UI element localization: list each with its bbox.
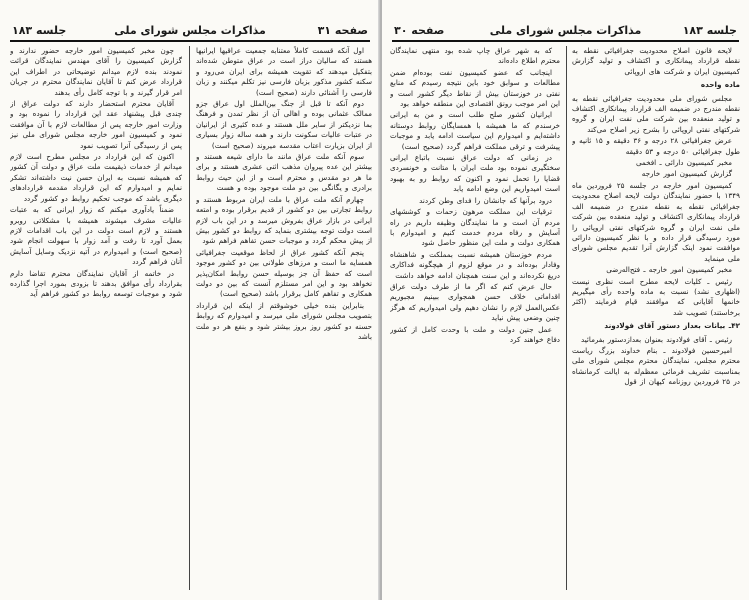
session-number: جلسه ١٨٣ (12, 24, 67, 37)
paragraph: اینجانب که عضو کمیسیون نفت بوده‌ام ضمن مطالعات و سوابق خود باین نتیجه رسیدم که منابع نفتی در خوزستان بیش از نقاط دیگر کشور است و این امر موجب رونق اقتصادی این منطقه خواهد بود (390, 67, 560, 109)
paragraph: چون مخبر کمیسیون امور خارجه حضور ندارند و گزارش کمیسیون را آقای مهندس نمایندگان قرائت نمودند بنده لازم میدانم توضیحاتی در اطراف این قرارداد عرض کنم تا آقایان نمایندگان محترم در جریان امر قرار گیرند و با توجه کامل رأی بدهند (10, 46, 182, 97)
paragraph: که به شهر عراق چاپ شده بود منتهی نمایندگان محترم اطلاع داده‌اند (390, 46, 560, 66)
paragraph: امیرحسین فولادوند ـ بنام خداوند بزرگ ریاست محترم مجلس، نمایندگان محترم مجلس شورای ملی بمناسبت تشریف فرمائی معظم‌له به ایالت کرمانشاه در ۲۵ فروردین روزنامه کیهان از قول (572, 345, 740, 387)
paragraph: رئیس ـ آقای فولادوند بعنوان بعدازدستور بفرمائید (580, 334, 732, 344)
paragraph: ایرانیان کشور صلح طلب است و من به ایرانی خرسندم که ما همیشه با همسایگان روابط دوستانه داشته‌ایم و امیدوارم این سیاست ادامه یابد و موجبات پیشرفت و ترقی مملکت فراهم گردد (صحیح است) (390, 110, 560, 151)
session-number: جلسه ١٨٣ (682, 24, 737, 37)
paragraph: درود برآنها که جانشان را فدای وطن کردند (419, 195, 552, 205)
paragraph: ترقیات این مملکت مرهون زحمات و کوششهای مردم آن است و ما نمایندگان وظیفه داریم در راه آسایش و رفاه مردم خدمت کنیم و امیدوارم با همکاری دولت و ملت این منظور حاصل شود (390, 207, 560, 248)
page-header (10, 24, 370, 42)
text-column-left (390, 46, 560, 592)
text-column-left (10, 46, 182, 592)
paragraph: مخبر کمیسیون امور خارجه ـ فتح‌اله‌رضی (606, 265, 732, 275)
section-heading: ماده واحده (700, 80, 740, 90)
paragraph: در زمانی که دولت عراق نسبت باتباع ایرانی سختگیری نموده بود ملت ایران با متانت و خونسردی قضایا را تحمل نمود و اکنون که روابط رو به بهبود است امیدواریم این وضع ادامه یابد (390, 153, 560, 194)
column-divider (189, 46, 190, 590)
paragraph: گزارش کمیسیون امور خارجه (641, 169, 732, 179)
page-header (392, 24, 739, 42)
column-divider (566, 46, 567, 590)
section-heading: ۴۲ـ بیانات بعداز دستور آقای فولادوند (604, 321, 740, 331)
paragraph: اکنون که این قرارداد در مجلس مطرح است لازم میدانم از خدمات ذیقیمت ملت عراق و دولت آن کشور که همیشه نسبت به ایران حسن نیت داشته‌اند تشکر نمایم و امیدوارم که این قرارداد مقدمه قراردادهای دیگری باشد که موجب تحکیم روابط دو کشور گردد (10, 152, 182, 203)
paragraph: آقایان محترم استحضار دارند که دولت عراق از چندی قبل پیشنهاد عقد این قرارداد را نموده بود و وزارت امور خارجه پس از مطالعات لازم با آن موافقت نمود و کمیسیون امور خارجه مجلس شورای ملی نیز پس از رسیدگی آنرا تصویب نمود (10, 99, 182, 150)
paragraph: ضمناً یادآوری میکنم که زوار ایرانی که به عتبات عالیات مشرف میشوند همیشه با مشکلاتی روبرو هستند و لازم است دولت در این باب اقدامات لازم بعمل آورد تا رفت و آمد زوار با سهولت انجام شود (صحیح است) و امیدوارم در آتیه نزدیک وسایل آسایش آنان فراهم گردد (10, 205, 182, 267)
page-number: صفحه ٣٠ (394, 24, 445, 37)
paragraph: مردم خوزستان همیشه نسبت بمملکت و شاهنشاه وفادار بوده‌اند و در موقع لزوم از هیچگونه فداکاری دریغ نکرده‌اند و این سنت همچنان ادامه خواهد داشت (390, 249, 560, 280)
paragraph: در خاتمه از آقایان نمایندگان محترم تقاضا دارم بقرارداد رأی موافق بدهند تا بزودی بمورد اجرا گذارده شود و موجبات توسعه روابط دو کشور فراهم آید (10, 268, 182, 299)
paragraph: پنجم آنکه کشور عراق از لحاظ موقعیت جغرافیائی همسایه ما است و مرزهای طولانی بین دو کشور موجود است که حفظ آن جز بوسیله حسن روابط امکان‌پذیر نخواهد بود و این امر مستلزم آنست که بین دو دولت همکاری و تفاهم کامل برقرار باشد (صحیح است) (196, 247, 372, 299)
paragraph: لایحه قانون اصلاح محدودیت جغرافیائی نقطه به نقطه قرارداد پیمانکاری و اکتشاف و تولید گزارش کمیسیون ایران و شرکت های اروپائی (572, 46, 740, 76)
right-page (382, 0, 749, 600)
page-number: صفحه ٣١ (317, 24, 368, 37)
text-column-right (196, 46, 372, 592)
paragraph: چهارم آنکه ملت عراق با ملت ایران مربوط هستند و روابط تجارتی بین دو کشور از قدیم برقرار بوده و امتعه ایرانی در بازار عراق بفروش میرسد و در این باب لازم است دولت توجه بیشتری بنماید که روابط دو کشور بیش از پیش محکم گردد و موجبات حسن تفاهم فراهم شود (196, 194, 372, 246)
paragraph: دوم آنکه تا قبل از جنگ بین‌الملل اول عراق جزو ممالک عثمانی بوده و اهالی آن از نظر تمدن و فرهنگ بما نزدیکتر از سایر ملل هستند و عده کثیری از ایرانیان در عتبات عالیات سکونت دارند و همه ساله زوار بسیاری از ایران بزیارت اعتاب مقدسه میروند (صحیح است) (196, 99, 372, 150)
paragraph: رئیس ـ کلیات لایحه مطرح است نظری نیست (اظهاری نشد) نسبت به ماده واحده رأی میگیریم خانمها آقایانی که موافقند قیام فرمایند (اکثر برخاستند) تصویب شد (572, 276, 740, 317)
publication-title: مذاکرات مجلس شورای ملی (114, 24, 266, 37)
paragraph: اول آنکه قسمت کاملاً معتنابه جمعیت عراقیها ایرانیها هستند که سالیان دراز است در عراق متوطن شده‌اند بتفکیل میدهند که تقویت همیشه برای ایران می‌رود و سکنه کشور مذکور بزبان فارسی نیز تکلم میکنند و زبان فارسی را آشنائی دارند (صحیح است) (196, 46, 372, 97)
paragraph: سوم آنکه ملت عراق مانند ما دارای شیعه هستند و بیشتر این عده پیروان مذهب اثنی عشری هستند و برای ما هر دو مقدس و محترم است و از این حیث روابط برادری و یگانگی بین دو ملت موجود بوده و هست (196, 152, 372, 193)
paragraph: کمیسیون امور خارجه در جلسه ۲۵ فروردین ماه ۱۳۴۹ با حضور نمایندگان دولت لایحه اصلاح محدودیت جغرافیائی نقطه به نقطه مندرج در ضمیمه الف قرارداد پیمانکاری اکتشاف و تولید منعقده بین شرکت ملی نفت ایران و گروه شرکتهای نفتی اروپائی را مورد رسیدگی قرار داده و با نظر کمیسیون دارائی موافقت نمود اینک گزارش آنرا تقدیم مجلس شورای ملی مینماید (572, 180, 740, 263)
paragraph: مجلس شورای ملی محدودیت جغرافیائی نقطه به نقطه مندرج در ضمیمه الف قرارداد پیمانکاری اکتشاف و تولید منعقده بین شرکت ملی نفت ایران و گروه شرکتهای نفتی اروپائی را بشرح زیر اصلاح می‌کند (572, 93, 740, 134)
paragraph: مخبر کمیسیون دارائی ـ افخمی (635, 158, 732, 168)
publication-title: مذاکرات مجلس شورای ملی (489, 24, 642, 37)
paragraph: حال عرض کنم که اگر ما از طرف دولت عراق اقداماتی خلاف حسن همجواری ببینیم مجبوریم عکس‌العمل لازم را نشان دهیم ولی امیدواریم که هرگز چنین وضعی پیش نیاید (390, 281, 560, 323)
paragraph: عرض جغرافیائی ۲۸ درجه و ۳۶ دقیقه و ۱۵ ثانیه و طول جغرافیائی ۵۰ درجه و ۵۳ دقیقه (572, 136, 740, 156)
text-column-right (572, 46, 740, 592)
paragraph: عمل جنین دولت و ملت با وحدت کامل از کشور دفاع خواهند کرد (390, 324, 560, 344)
paragraph: بنابراین بنده خیلی خوشوقتم از اینکه این قرارداد بتصویب مجلس شورای ملی میرسد و امیدوارم که روابط حسنه دو کشور روز بروز بیشتر شود و بنفع هر دو ملت باشد (196, 300, 372, 341)
